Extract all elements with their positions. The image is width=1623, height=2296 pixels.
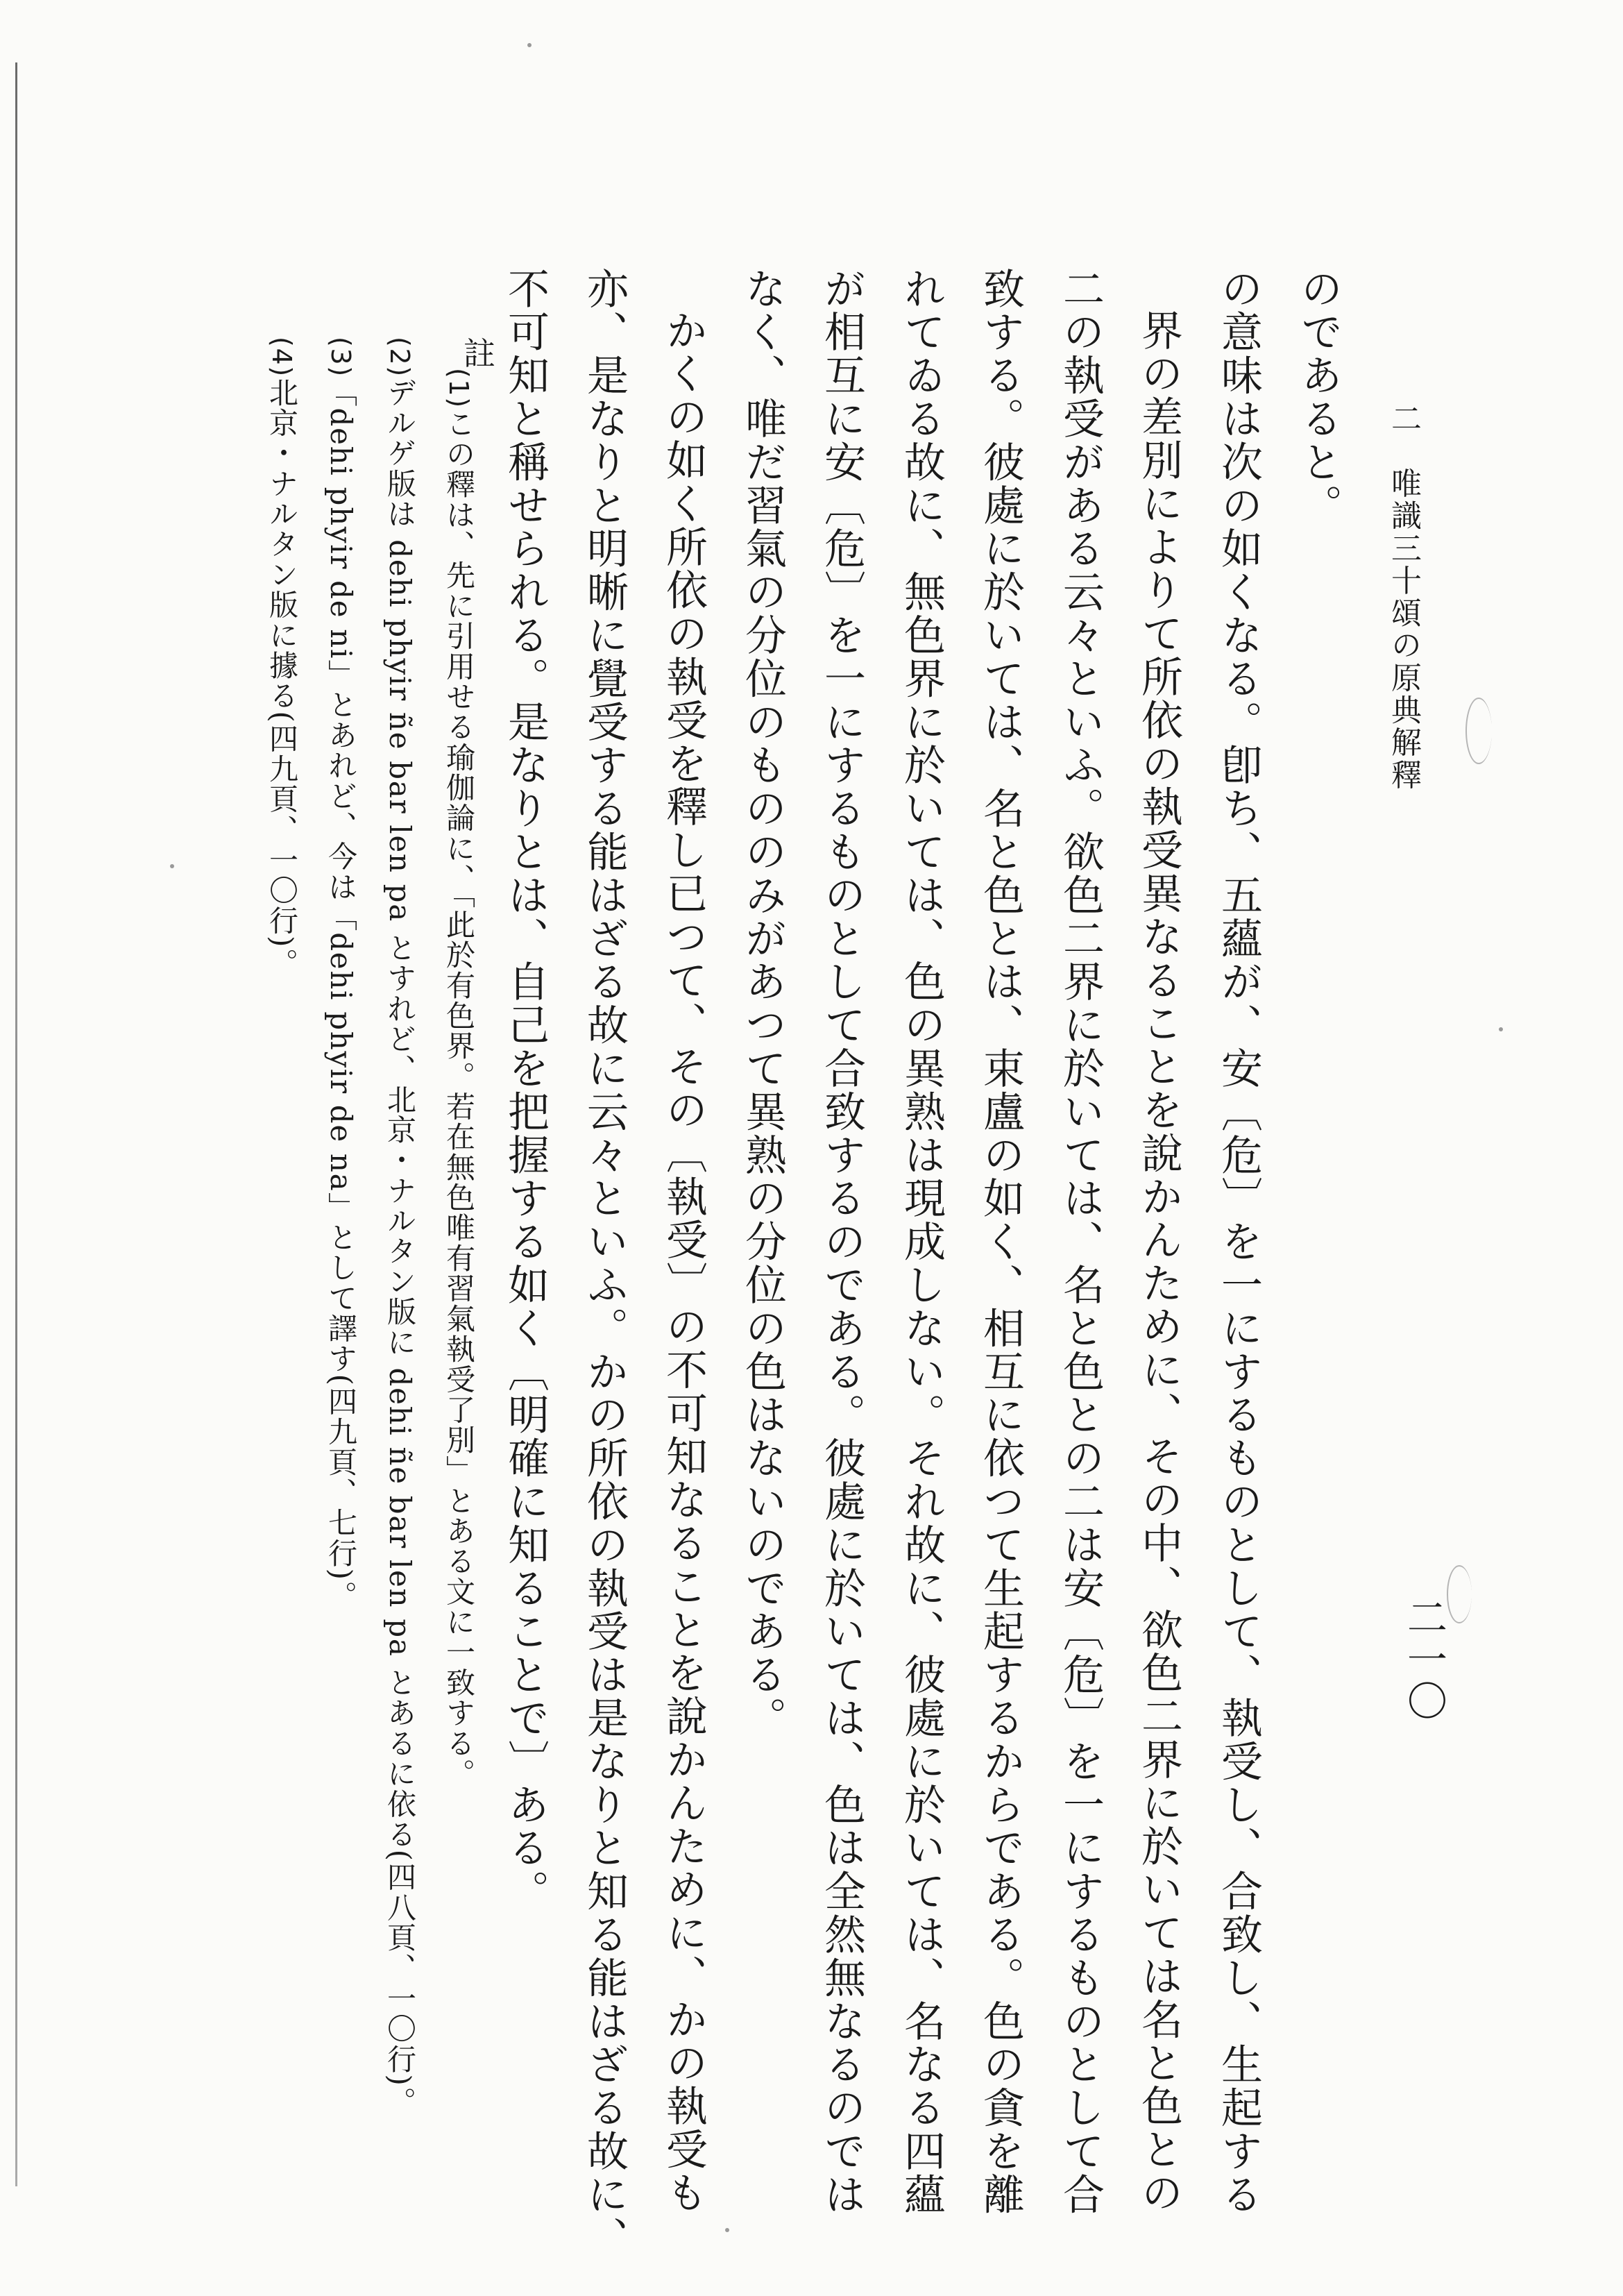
scan-speck [1499,1027,1503,1031]
footnote-text: 北京・ナルタン版に據る(四九頁、一〇行)。 [265,377,299,979]
footnote-number: (2) [384,337,415,378]
scan-speck [725,2228,729,2232]
scan-mark [1447,1565,1472,1623]
body-line: かくの如く所依の執受を釋し已つて、その〔執受〕の不可知なることを說かんために、かの執受も [659,309,708,2215]
body-line: が相互に安〔危〕を一にするものとして合致するのである。彼處に於いては、色は全然無なるのでは [817,267,866,2216]
body-line: のであると。 [1294,267,1343,527]
body-line: 不可知と稱せられる。是なりとは、自己を把握する如く〔明確に知ることで〕ある。 [501,267,550,1914]
body-line: 二の執受がある云々といふ。欲色二界に於いては、名と色との二は安〔危〕を一にするものとして合 [1056,267,1105,2216]
body-line: 亦、是なりと明晰に覺受する能はざる故に云々といふ。かの所依の執受は是なりと知る能はざる故に、 [580,267,629,2260]
notes-label: 註 [459,337,496,370]
body-line: 致する。彼處に於いては、名と色とは、束盧の如く、相互に依つて生起するからである。色の貪を離 [976,267,1025,2216]
body-line: の意味は次の如くなる。卽ち、五蘊が、安〔危〕を一にするものとして、執受し、合致し、生起する [1214,267,1263,2217]
footnote-number: (3) [325,337,356,378]
binding-edge [15,62,17,2186]
scan-speck [170,864,174,868]
scan-speck [527,43,532,47]
page-number: 二一〇 [1400,1596,1447,1722]
footnote-text: この釋は、先に引用せる瑜伽論に、「此於有色界。若在無色唯有習氣執受了別」とある文に一致する。 [442,408,476,1789]
running-header: 二 唯識三十頌の原典解釋 [1386,403,1421,791]
scan-mark [1465,698,1492,764]
footnote-number: (1) [443,368,474,409]
body-line: 界の差別によりて所依の執受異なることを說かんために、その中、欲色二界に於いては名と色との [1135,309,1183,2215]
body-line: なく、唯だ習氣の分位のもののみがあつて異熟の分位の色はないのである。 [738,267,787,1740]
footnote-text: 「dehi phyir de ni」とあれど、今は「dehi phyir de na」として譯す(四九頁、七行)。 [324,377,358,1612]
footnote-1 [442,368,476,1789]
footnote-number: (4) [266,337,297,378]
footnote-3 [324,337,358,1612]
footnote-text: デルゲ版は dehi phyir ñe bar len pa とすれど、北京・ナルタン版に dehi ñe bar len pa とあるに依る(四八頁、一〇行)。 [383,377,417,2118]
footnote-4 [265,337,299,979]
footnote-2 [383,337,417,2118]
body-line: れてゐる故に、無色界に於いては、色の異熟は現成しない。それ故に、彼處に於いては、名なる四蘊 [897,267,946,2216]
